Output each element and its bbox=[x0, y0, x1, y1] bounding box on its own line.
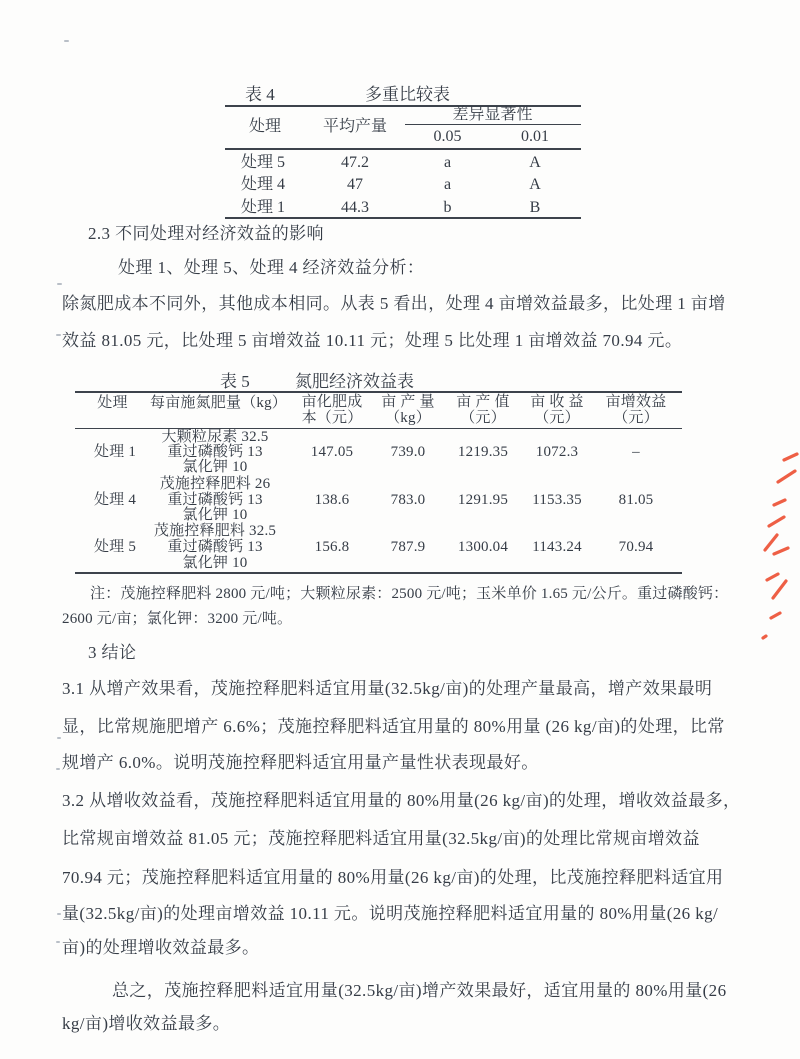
red-pen-marks bbox=[742, 450, 800, 650]
paragraph-line: 比常规亩增效益 81.05 元；茂施控释肥料适宜用量(32.5kg/亩)的处理比常规亩增效益 bbox=[62, 829, 700, 848]
table4-cell-sig005: b bbox=[443, 199, 452, 216]
table5-top-rule bbox=[75, 391, 682, 393]
table4-cell-treatment: 处理 4 bbox=[240, 176, 285, 193]
table5-cell-gain: – bbox=[632, 444, 640, 460]
table4-cell-sig005: a bbox=[443, 154, 452, 171]
paragraph-line: kg/亩)增收效益最多。 bbox=[62, 1014, 231, 1033]
table5-cell-gain: 70.94 bbox=[618, 539, 654, 555]
table4-cell-avg: 47.2 bbox=[341, 154, 369, 171]
table5-cell-yield: 783.0 bbox=[390, 492, 426, 508]
table4-cell-sig001: A bbox=[529, 154, 541, 171]
table5-cell-cost: 156.8 bbox=[314, 539, 350, 555]
table5-header-treatment: 处理 bbox=[97, 395, 128, 411]
paragraph-line: 量(32.5kg/亩)的处理亩增效益 10.11 元。说明茂施控释肥料适宜用量的 80%用量(26 kg/ bbox=[62, 904, 719, 923]
paragraph-line: 70.94 元；茂施控释肥料适宜用量的 80%用量(26 kg/亩)的处理，比茂施控释肥料适宜用 bbox=[62, 868, 724, 887]
table5-cell-income: 1072.3 bbox=[535, 444, 579, 460]
table5-note-line: 2600 元/亩；氯化钾：3200 元/吨。 bbox=[62, 611, 293, 627]
fertilizer-line: 氯化钾 10 bbox=[182, 507, 248, 523]
paragraph-line: 除氮肥成本不同外，其他成本相同。从表 5 看出，处理 4 亩增效益最多，比处理 1 亩增 bbox=[62, 294, 726, 313]
table5-header-value-l1: 亩 产 值 bbox=[456, 394, 510, 410]
table4-caption-title: 多重比较表 bbox=[365, 85, 450, 104]
table5-cell-yield: 787.9 bbox=[390, 539, 426, 555]
section-2-3-lead: 处理 1、处理 5、处理 4 经济效益分析： bbox=[118, 258, 425, 277]
table4-header-p005: 0.05 bbox=[433, 128, 462, 145]
table5-cell-income: 1153.35 bbox=[532, 492, 582, 508]
table5-header-income-l1: 亩 收 益 bbox=[530, 394, 584, 410]
table4-header-treatment: 处理 bbox=[248, 118, 281, 135]
scan-smudge bbox=[57, 737, 61, 739]
table5-header-gain-l2: （元） bbox=[613, 410, 659, 426]
scan-smudge bbox=[64, 40, 69, 42]
section-2-3-heading: 2.3 不同处理对经济效益的影响 bbox=[88, 224, 324, 243]
paragraph-line: 3.2 从增收效益看，茂施控释肥料适宜用量的 80%用量(26 kg/亩)的处理，增收效益最多， bbox=[62, 791, 741, 810]
fertilizer-line: 氯化钾 10 bbox=[182, 459, 248, 475]
table4-cell-avg: 47 bbox=[347, 176, 363, 193]
table5-header-n-applied: 每亩施氮肥量（kg） bbox=[150, 395, 288, 411]
table5-cell-treatment: 处理 1 bbox=[93, 444, 137, 460]
table5-header-yield-l1: 亩 产 量 bbox=[381, 394, 435, 410]
scan-smudge bbox=[56, 768, 60, 770]
table4-header-significance: 差异显著性 bbox=[452, 106, 533, 123]
fertilizer-line: 氯化钾 10 bbox=[182, 555, 248, 571]
fertilizer-line: 茂施控释肥料 32.5 bbox=[153, 523, 277, 539]
table5-caption-label: 表 5 bbox=[220, 372, 250, 391]
table5-header-cost-l2: 本（元） bbox=[301, 410, 363, 426]
table5-bottom-rule bbox=[75, 572, 682, 574]
fertilizer-line: 大颗粒尿素 32.5 bbox=[161, 429, 269, 445]
table4-cell-sig005: a bbox=[443, 176, 452, 193]
table4-cell-treatment: 处理 5 bbox=[240, 154, 285, 171]
fertilizer-line: 重过磷酸钙 13 bbox=[167, 492, 263, 508]
table5-header-income-l2: （元） bbox=[534, 410, 580, 426]
table5-cell-value: 1300.04 bbox=[457, 539, 509, 555]
table5-header-cost-l1: 亩化肥成 bbox=[301, 394, 363, 410]
fertilizer-line: 茂施控释肥料 26 bbox=[159, 476, 271, 492]
fertilizer-line: 重过磷酸钙 13 bbox=[167, 539, 263, 555]
table4-header-p001: 0.01 bbox=[521, 128, 549, 145]
table5-cell-cost: 138.6 bbox=[314, 492, 350, 508]
table5-header-yield-l2: （kg） bbox=[385, 410, 431, 426]
table5-cell-value: 1219.35 bbox=[457, 444, 509, 460]
scan-smudge bbox=[56, 941, 60, 943]
table4-cell-sig001: A bbox=[529, 176, 541, 193]
scan-smudge bbox=[57, 913, 61, 915]
fertilizer-line: 重过磷酸钙 13 bbox=[167, 444, 263, 460]
table5-cell-treatment: 处理 5 bbox=[93, 539, 137, 555]
paragraph-line: 效益 81.05 元，比处理 5 亩增效益 10.11 元；处理 5 比处理 1 亩增效益 70.94 元。 bbox=[62, 331, 683, 350]
paragraph-line: 亩)的处理增收效益最多。 bbox=[62, 938, 260, 957]
paragraph-line: 显，比常规施肥增产 6.6%；茂施控释肥料适宜用量的 80%用量 (26 kg/亩)的处理，比常 bbox=[62, 717, 725, 736]
table4-header-rule bbox=[225, 148, 581, 150]
table4-bottom-rule bbox=[225, 217, 581, 219]
table4-cell-treatment: 处理 1 bbox=[240, 199, 285, 216]
table4-header-avg-yield: 平均产量 bbox=[322, 118, 387, 135]
paragraph-line: 3.1 从增产效果看，茂施控释肥料适宜用量(32.5kg/亩)的处理产量最高，增产效果最明 bbox=[62, 679, 713, 698]
table5-cell-cost: 147.05 bbox=[310, 444, 354, 460]
conclusion-heading: 3 结论 bbox=[88, 643, 137, 662]
table5-cell-value: 1291.95 bbox=[457, 492, 509, 508]
paragraph-line: 规增产 6.0%。说明茂施控释肥料适宜用量产量性状表现最好。 bbox=[62, 753, 539, 772]
table5-note-line: 注：茂施控释肥料 2800 元/吨；大颗粒尿素：2500 元/吨；玉米单价 1.65 元/公斤。重过磷酸钙： bbox=[90, 586, 729, 602]
table4-cell-avg: 44.3 bbox=[341, 199, 369, 216]
table5-caption-title: 氮肥经济效益表 bbox=[295, 372, 414, 391]
table5-header-value-l2: （元） bbox=[460, 410, 506, 426]
scan-smudge bbox=[56, 334, 61, 336]
table5-cell-treatment: 处理 4 bbox=[93, 492, 137, 508]
table4-caption-label: 表 4 bbox=[245, 85, 275, 104]
table5-cell-income: 1143.24 bbox=[532, 539, 582, 555]
paragraph-line: 总之，茂施控释肥料适宜用量(32.5kg/亩)增产效果最好，适宜用量的 80%用量(26 bbox=[112, 981, 727, 1000]
scan-smudge bbox=[57, 283, 62, 285]
table5-cell-gain: 81.05 bbox=[618, 492, 654, 508]
table4-group-rule bbox=[405, 124, 581, 125]
table5-cell-yield: 739.0 bbox=[390, 444, 426, 460]
table5-header-gain-l1: 亩增效益 bbox=[605, 394, 667, 410]
table4-cell-sig001: B bbox=[529, 199, 541, 216]
